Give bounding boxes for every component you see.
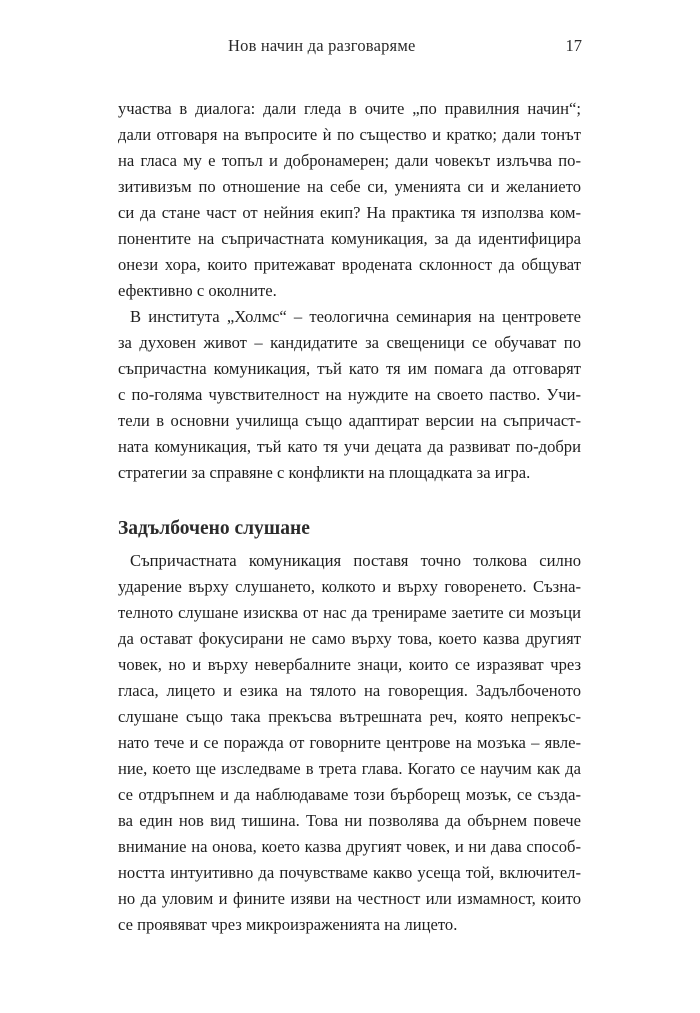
text-line: понентите на съпричастната комуникация, за да идентифицира: [118, 229, 581, 248]
text-line: си да стане част от нейния екип? На практика тя използва ком-: [118, 203, 581, 222]
text-line: ността интуитивно да почувстваме какво усеща той, включител-: [118, 863, 581, 882]
text-line: човек, но и върху невербалните знаци, които се изразяват чрез: [118, 655, 581, 674]
text-line: участва в диалога: дали гледа в очите „по правилния начин“;: [118, 99, 581, 118]
text-line: зитивизъм по отношение на себе си, уменията си и желанието: [118, 177, 581, 196]
running-title: Нов начин да разговаряме: [228, 36, 416, 55]
text-line: слушане също така прекъсва вътрешната реч, която непрекъс-: [118, 707, 581, 726]
text-line: на гласа му е топъл и добронамерен; дали човекът излъчва по-: [118, 151, 581, 170]
text-line: ефективно с околните.: [118, 281, 277, 300]
page-number: 17: [565, 36, 582, 55]
text-line: тели в основни училища също адаптират версии на съпричаст-: [118, 411, 581, 430]
text-line: с по-голяма чувствителност на нуждите на своето паство. Учи-: [118, 385, 581, 404]
text-line: за духовен живот – кандидатите за свещеници се обучават по: [118, 333, 581, 352]
paragraph-holmes-institute: [118, 304, 581, 486]
text-line: ударение върху слушането, колкото и върху говоренето. Съзна-: [118, 577, 581, 596]
text-line: внимание на онова, което казва другият човек, и ни дава способ-: [118, 837, 581, 856]
text-line: ва един нов вид тишина. Това ни позволява да обърнем повече: [118, 811, 581, 830]
text-line: стратегии за справяне с конфликти на площадката за игра.: [118, 463, 531, 482]
page-body: [118, 96, 581, 938]
text-line: гласа, лицето и езика на тялото на говорещия. Задълбоченото: [118, 681, 581, 700]
text-line: нато тече и се поражда от говорните центрове на мозъка – явле-: [118, 733, 581, 752]
text-line: но да уловим и фините изяви на честност или измамност, които: [118, 889, 581, 908]
section-deep-listening: [118, 514, 581, 938]
section-heading: Задълбочено слушане: [118, 518, 310, 539]
text-line: се проявяват чрез микроизраженията на лицето.: [118, 915, 458, 934]
running-header: [118, 36, 582, 60]
text-line: да остават фокусирани не само върху това, което казва другият: [118, 629, 581, 648]
text-line: онези хора, които притежават вродената склонност да общуват: [118, 255, 581, 274]
text-line: В института „Холмс“ – теологична семинария на центровете: [130, 307, 581, 326]
text-line: ние, което ще изследваме в трета глава. Когато се научим как да: [118, 759, 581, 778]
text-line: се отдръпнем и да наблюдаваме този бърборещ мозък, се създа-: [118, 785, 581, 804]
text-line: съпричастна комуникация, тъй като тя им помага да отговарят: [118, 359, 581, 378]
paragraph-continued: [118, 96, 581, 304]
text-line: телното слушане изисква от нас да тренираме заетите си мозъци: [118, 603, 581, 622]
text-line: дали отговаря на въпросите ѝ по същество и кратко; дали тонът: [118, 125, 581, 144]
text-line: Съпричастната комуникация поставя точно толкова силно: [130, 551, 581, 570]
text-line: ната комуникация, тъй като тя учи децата да развиват по-добри: [118, 437, 581, 456]
